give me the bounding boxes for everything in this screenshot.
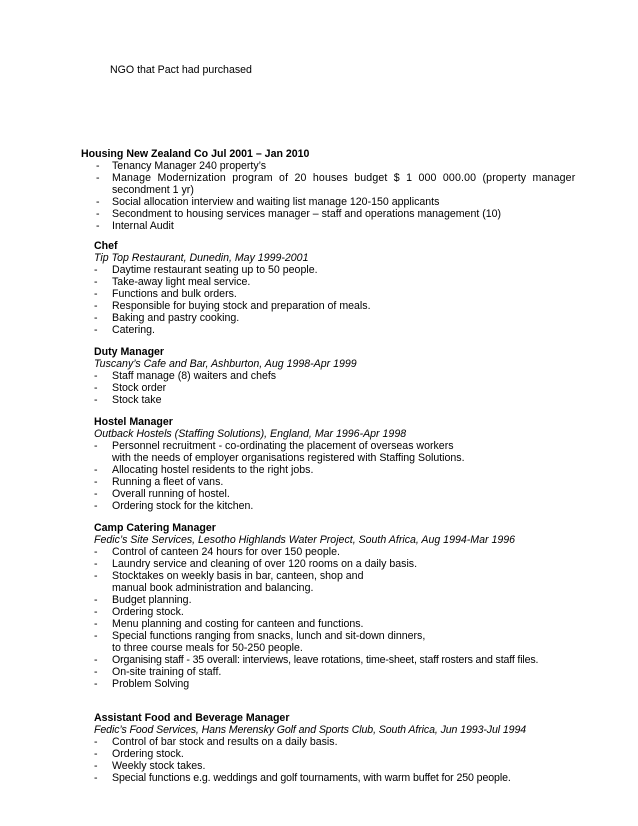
- bullet-dash: -: [94, 618, 98, 630]
- bullet-dash: -: [94, 654, 98, 666]
- list-item: Ordering stock.: [112, 748, 184, 760]
- bullet-dash: -: [94, 570, 98, 582]
- bullet-dash: -: [94, 276, 98, 288]
- bullet-dash: -: [94, 760, 98, 772]
- bullet-dash: -: [94, 546, 98, 558]
- list-item: Personnel recruitment - co-ordinating the placement of overseas workers: [112, 440, 454, 452]
- list-item: Functions and bulk orders.: [112, 288, 237, 300]
- job-title-chef: Chef: [94, 240, 118, 252]
- list-item: Manage Modernization program of 20 houses budget $ 1 000 000.00 (property manager: [112, 172, 576, 184]
- list-item: Special functions ranging from snacks, lunch and sit-down dinners,: [112, 630, 426, 642]
- employer-hostel-manager: Outback Hostels (Staffing Solutions), England, Mar 1996-Apr 1998: [94, 428, 407, 440]
- bullet-dash: -: [96, 196, 100, 208]
- list-item-continuation: secondment 1 yr): [112, 184, 194, 196]
- list-item: Internal Audit: [112, 220, 174, 232]
- list-item: Weekly stock takes.: [112, 760, 206, 772]
- employer-duty-manager: Tuscany’s Cafe and Bar, Ashburton, Aug 1998-Apr 1999: [94, 358, 357, 370]
- list-item: Stock take: [112, 394, 162, 406]
- list-item: Catering.: [112, 324, 155, 336]
- list-item: Control of canteen 24 hours for over 150 people.: [112, 546, 340, 558]
- bullet-dash: -: [94, 312, 98, 324]
- bullet-dash: -: [94, 476, 98, 488]
- intro-text: NGO that Pact had purchased: [110, 64, 252, 76]
- bullet-dash: -: [94, 500, 98, 512]
- bullet-dash: -: [94, 370, 98, 382]
- list-item: Ordering stock.: [112, 606, 184, 618]
- list-item: Social allocation interview and waiting list manage 120-150 applicants: [112, 196, 440, 208]
- list-item: Stocktakes on weekly basis in bar, canteen, shop and: [112, 570, 364, 582]
- list-item: Staff manage (8) waiters and chefs: [112, 370, 277, 382]
- list-item: Overall running of hostel.: [112, 488, 230, 500]
- bullet-dash: -: [96, 172, 100, 184]
- list-item: Special functions e.g. weddings and golf tournaments, with warm buffet for 250 people.: [112, 772, 511, 784]
- job-title-assistant-fb-manager: Assistant Food and Beverage Manager: [94, 712, 290, 724]
- bullet-dash: -: [94, 300, 98, 312]
- list-item: Tenancy Manager 240 property’s: [112, 160, 267, 172]
- bullet-dash: -: [94, 678, 98, 690]
- bullet-dash: -: [94, 440, 98, 452]
- bullet-dash: -: [94, 666, 98, 678]
- list-item: Ordering stock for the kitchen.: [112, 500, 254, 512]
- list-item: Running a fleet of vans.: [112, 476, 224, 488]
- bullet-dash: -: [94, 748, 98, 760]
- list-item: Stock order: [112, 382, 167, 394]
- bullet-dash: -: [96, 160, 100, 172]
- bullet-dash: -: [94, 630, 98, 642]
- bullet-dash: -: [94, 288, 98, 300]
- bullet-dash: -: [94, 558, 98, 570]
- bullet-dash: -: [94, 382, 98, 394]
- bullet-dash: -: [96, 220, 100, 232]
- list-item: Secondment to housing services manager – staff and operations management (10): [112, 208, 502, 220]
- list-item: Organising staff - 35 overall: interviews, leave rotations, time-sheet, staff rosters and staff files.: [112, 654, 539, 666]
- bullet-dash: -: [94, 394, 98, 406]
- job-title-camp-catering-manager: Camp Catering Manager: [94, 522, 216, 534]
- list-item: Allocating hostel residents to the right jobs.: [112, 464, 314, 476]
- list-item: Take-away light meal service.: [112, 276, 251, 288]
- bullet-dash: -: [96, 208, 100, 220]
- bullet-dash: -: [94, 464, 98, 476]
- list-item: Daytime restaurant seating up to 50 people.: [112, 264, 318, 276]
- bullet-dash: -: [94, 606, 98, 618]
- employer-chef: Tip Top Restaurant, Dunedin, May 1999-2001: [94, 252, 309, 264]
- list-item: Baking and pastry cooking.: [112, 312, 240, 324]
- bullet-dash: -: [94, 488, 98, 500]
- bullet-dash: -: [94, 264, 98, 276]
- list-item-continuation: to three course meals for 50-250 people.: [112, 642, 303, 654]
- list-item: Control of bar stock and results on a daily basis.: [112, 736, 338, 748]
- list-item: Laundry service and cleaning of over 120 rooms on a daily basis.: [112, 558, 418, 570]
- bullet-dash: -: [94, 736, 98, 748]
- bullet-dash: -: [94, 594, 98, 606]
- employer-assistant-fb: Fedic’s Food Services, Hans Merensky Golf and Sports Club, South Africa, Jun 1993-Jul 1994: [94, 724, 527, 736]
- list-item-continuation: with the needs of employer organisations registered with Staffing Solutions.: [112, 452, 465, 464]
- list-item: Menu planning and costing for canteen and functions.: [112, 618, 364, 630]
- job-title-hostel-manager: Hostel Manager: [94, 416, 173, 428]
- list-item: Problem Solving: [112, 678, 190, 690]
- housing-heading: Housing New Zealand Co Jul 2001 – Jan 2010: [81, 148, 310, 160]
- employer-camp-catering: Fedic’s Site Services, Lesotho Highlands Water Project, South Africa, Aug 1994-Mar 1996: [94, 534, 516, 546]
- bullet-dash: -: [94, 772, 98, 784]
- list-item-continuation: manual book administration and balancing.: [112, 582, 314, 594]
- bullet-dash: -: [94, 324, 98, 336]
- list-item: On-site training of staff.: [112, 666, 222, 678]
- job-title-duty-manager: Duty Manager: [94, 346, 165, 358]
- list-item: Budget planning.: [112, 594, 192, 606]
- list-item: Responsible for buying stock and preparation of meals.: [112, 300, 371, 312]
